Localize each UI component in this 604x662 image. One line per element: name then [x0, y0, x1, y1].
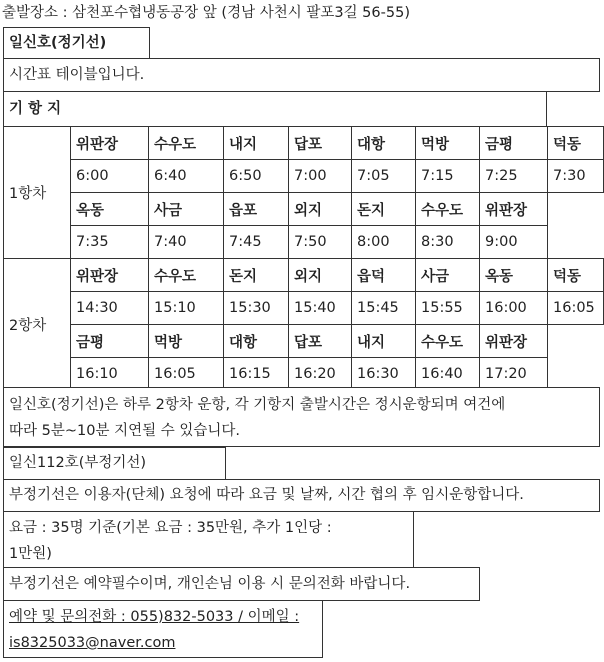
- time-cell: 8:30: [416, 226, 480, 259]
- port-cell: 먹방: [149, 325, 224, 358]
- reservation-note: 부정기선은 예약필수이며, 개인손님 이용 시 문의전화 바랍니다.: [3, 567, 480, 601]
- time-cell: 7:05: [352, 160, 416, 193]
- port-cell: 돈지: [224, 259, 289, 292]
- port-row: [4, 193, 604, 226]
- fee-info: [3, 511, 414, 568]
- charter-description: 부정기선은 이용자(단체) 요청에 따라 요금 및 날짜, 시간 협의 후 임시운항합니다.: [3, 479, 600, 512]
- port-cell: 먹방: [416, 127, 480, 160]
- port-cell: 사금: [149, 193, 224, 226]
- timetable-note: [3, 387, 600, 447]
- time-cell: 7:00: [289, 160, 352, 193]
- port-cell: 위판장: [71, 259, 149, 292]
- note-line-2: 따라 5분~10분 지연될 수 있습니다.: [9, 423, 240, 439]
- empty-cell: [548, 226, 604, 259]
- fee-line-2: 1만원): [9, 546, 52, 562]
- time-cell: 16:30: [352, 358, 416, 391]
- time-cell: 6:40: [149, 160, 224, 193]
- fee-line-1: 요금 : 35명 기준(기본 요금 : 35만원, 추가 1인당 :: [9, 520, 332, 536]
- contact-info: [3, 600, 323, 658]
- port-cell: 읍포: [224, 193, 289, 226]
- port-cell: 내지: [224, 127, 289, 160]
- time-cell: 16:05: [548, 292, 604, 325]
- port-cell: 위판장: [480, 193, 548, 226]
- port-cell: 돈지: [352, 193, 416, 226]
- port-cell: 사금: [416, 259, 480, 292]
- contact-email-link[interactable]: is8325033@naver.com: [9, 635, 176, 651]
- time-row: [4, 160, 604, 193]
- time-cell: 17:20: [480, 358, 548, 391]
- port-cell: 옥동: [480, 259, 548, 292]
- port-row: [4, 127, 604, 160]
- empty-cell: [548, 358, 604, 391]
- port-cell: 외지: [289, 193, 352, 226]
- port-cell: 답포: [289, 127, 352, 160]
- time-row: [4, 292, 604, 325]
- port-cell: 위판장: [71, 127, 149, 160]
- contact-phone-line[interactable]: 예약 및 문의전화 : 055)832-5033 / 이메일 :: [9, 609, 300, 625]
- time-cell: 8:00: [352, 226, 416, 259]
- time-row: [4, 358, 604, 391]
- time-cell: 16:15: [224, 358, 289, 391]
- time-cell: 16:10: [71, 358, 149, 391]
- time-cell: 15:30: [224, 292, 289, 325]
- port-cell: 읍덕: [352, 259, 416, 292]
- time-cell: 6:50: [224, 160, 289, 193]
- time-cell: 7:40: [149, 226, 224, 259]
- timetable: [3, 126, 604, 391]
- port-cell: 옥동: [71, 193, 149, 226]
- port-cell: 금평: [480, 127, 548, 160]
- port-cell: 대항: [352, 127, 416, 160]
- port-cell: 수우도: [416, 325, 480, 358]
- time-cell: 16:00: [480, 292, 548, 325]
- round-label: 2항차: [4, 259, 71, 391]
- port-cell: 금평: [71, 325, 149, 358]
- port-cell: 덕동: [548, 259, 604, 292]
- time-row: [4, 226, 604, 259]
- ports-header: 기 항 지: [3, 91, 547, 127]
- port-row: [4, 259, 604, 292]
- time-cell: 7:35: [71, 226, 149, 259]
- empty-cell: [548, 325, 604, 358]
- timetable-subtitle: 시간표 테이블입니다.: [3, 58, 600, 92]
- time-cell: 7:45: [224, 226, 289, 259]
- time-cell: 7:50: [289, 226, 352, 259]
- charter-ship-title: 일신112호(부정기선): [3, 447, 226, 480]
- time-cell: 7:25: [480, 160, 548, 193]
- time-cell: 6:00: [71, 160, 149, 193]
- time-cell: 16:20: [289, 358, 352, 391]
- time-cell: 16:40: [416, 358, 480, 391]
- round-label: 1항차: [4, 127, 71, 259]
- port-cell: 덕동: [548, 127, 604, 160]
- empty-cell: [548, 193, 604, 226]
- time-cell: 16:05: [149, 358, 224, 391]
- time-cell: 15:10: [149, 292, 224, 325]
- time-cell: 15:55: [416, 292, 480, 325]
- port-cell: 수우도: [416, 193, 480, 226]
- note-line-1: 일신호(정기선)은 하루 2항차 운항, 각 기항지 출발시간은 정시운항되며 여건에: [9, 397, 506, 413]
- port-cell: 위판장: [480, 325, 548, 358]
- port-cell: 수우도: [149, 259, 224, 292]
- regular-ship-title: 일신호(정기선): [3, 27, 150, 59]
- port-cell: 내지: [352, 325, 416, 358]
- port-row: [4, 325, 604, 358]
- departure-text: 출발장소 : 삼천포수협냉동공장 앞 (경남 사천시 팔포3길 56-55): [2, 5, 410, 21]
- port-cell: 외지: [289, 259, 352, 292]
- port-cell: 수우도: [149, 127, 224, 160]
- port-cell: 답포: [289, 325, 352, 358]
- time-cell: 7:15: [416, 160, 480, 193]
- time-cell: 15:40: [289, 292, 352, 325]
- port-cell: 대항: [224, 325, 289, 358]
- time-cell: 15:45: [352, 292, 416, 325]
- time-cell: 9:00: [480, 226, 548, 259]
- time-cell: 14:30: [71, 292, 149, 325]
- time-cell: 7:30: [548, 160, 604, 193]
